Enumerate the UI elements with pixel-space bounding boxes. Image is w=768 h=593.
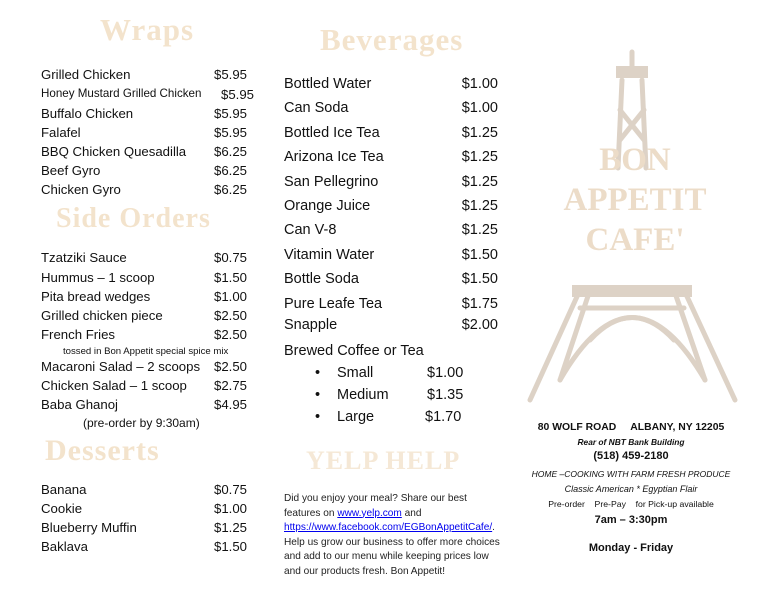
cafe-style: Classic American * Egyptian Flair: [564, 484, 698, 494]
list-item: Arizona Ice Tea $1.25: [284, 149, 498, 165]
cafe-hours: 7am – 3:30pm: [594, 514, 668, 526]
beverages-heading: Beverages: [320, 22, 464, 57]
list-item: Cookie $1.00: [41, 501, 247, 516]
list-item: BBQ Chicken Quesadilla $6.25: [41, 144, 247, 159]
cafe-tagline: HOME –COOKING WITH FARM FRESH PRODUCE: [531, 469, 731, 479]
list-item: Beef Gyro $6.25: [41, 163, 247, 178]
logo-watermark: BON APPETIT CAFE': [563, 142, 707, 258]
list-item: Orange Juice $1.25: [284, 198, 498, 214]
cafe-phone: (518) 459-2180: [593, 450, 669, 462]
list-item: Can V-8 $1.25: [284, 222, 498, 238]
list-item: Grilled chicken piece $2.50: [41, 308, 247, 323]
list-item: Macaroni Salad – 2 scoops $2.50: [41, 359, 247, 374]
list-item: Snapple $2.00: [284, 317, 498, 333]
list-item: • Small $1.00: [315, 365, 464, 381]
wraps-heading: Wraps: [100, 12, 195, 47]
list-item: French Fries $2.50: [41, 327, 247, 342]
list-item: Vitamin Water $1.50: [284, 247, 498, 263]
list-item: Baklava $1.50: [41, 539, 247, 554]
cafe-order-options: Pre-order Pre-Pay for Pick-up available: [548, 499, 714, 509]
list-item: Falafel $5.95: [41, 125, 247, 140]
cafe-building: Rear of NBT Bank Building: [577, 437, 685, 447]
facebook-link[interactable]: https://www.facebook.com/EGBonAppetitCafe/: [284, 522, 493, 534]
list-item: Grilled Chicken $5.95: [41, 67, 247, 82]
list-item: Bottled Water $1.00: [284, 76, 498, 92]
cafe-days: Monday - Friday: [588, 542, 674, 554]
list-item: Buffalo Chicken $5.95: [41, 106, 247, 121]
coffee-label: Brewed Coffee or Tea: [284, 343, 424, 359]
bullet-icon: •: [315, 409, 321, 425]
list-item: Baba Ghanoj $4.95: [41, 397, 247, 412]
list-item: Tzatziki Sauce $0.75: [41, 250, 247, 265]
list-item: • Medium $1.35: [315, 387, 464, 403]
list-item: • Large $1.70: [315, 409, 462, 425]
preorder-note: (pre-order by 9:30am): [83, 416, 200, 430]
list-item: Bottled Ice Tea $1.25: [284, 125, 498, 141]
list-item: Pure Leafe Tea $1.75: [284, 296, 498, 312]
side-orders-heading: Side Orders: [56, 203, 211, 234]
bullet-icon: •: [315, 365, 321, 381]
yelp-heading: YELP HELP: [306, 446, 461, 475]
fries-note: tossed in Bon Appetit special spice mix: [63, 346, 229, 357]
list-item: Hummus – 1 scoop $1.50: [41, 270, 247, 285]
cafe-address: 80 WOLF ROAD ALBANY, NY 12205: [537, 422, 725, 433]
list-item: Can Soda $1.00: [284, 100, 498, 116]
list-item: Honey Mustard Grilled Chicken $5.95: [41, 87, 254, 102]
list-item: Chicken Gyro $6.25: [41, 182, 247, 197]
bullet-icon: •: [315, 387, 321, 403]
list-item: Blueberry Muffin $1.25: [41, 520, 247, 535]
list-item: Bottle Soda $1.50: [284, 271, 498, 287]
list-item: Banana $0.75: [41, 482, 247, 497]
desserts-heading: Desserts: [45, 434, 160, 467]
yelp-link[interactable]: www.yelp.com: [337, 507, 402, 519]
list-item: Pita bread wedges $1.00: [41, 289, 247, 304]
yelp-paragraph: Did you enjoy your meal? Share our best features on www.yelp.com and https://www.facebook.com/EGBonAppetitCafe/. Help us grow our business to offer more choices and add to our menu while keeping prices low and our products fresh. Bon Appetit!: [284, 493, 500, 577]
list-item: San Pellegrino $1.25: [284, 174, 498, 190]
list-item: Chicken Salad – 1 scoop $2.75: [41, 378, 247, 393]
